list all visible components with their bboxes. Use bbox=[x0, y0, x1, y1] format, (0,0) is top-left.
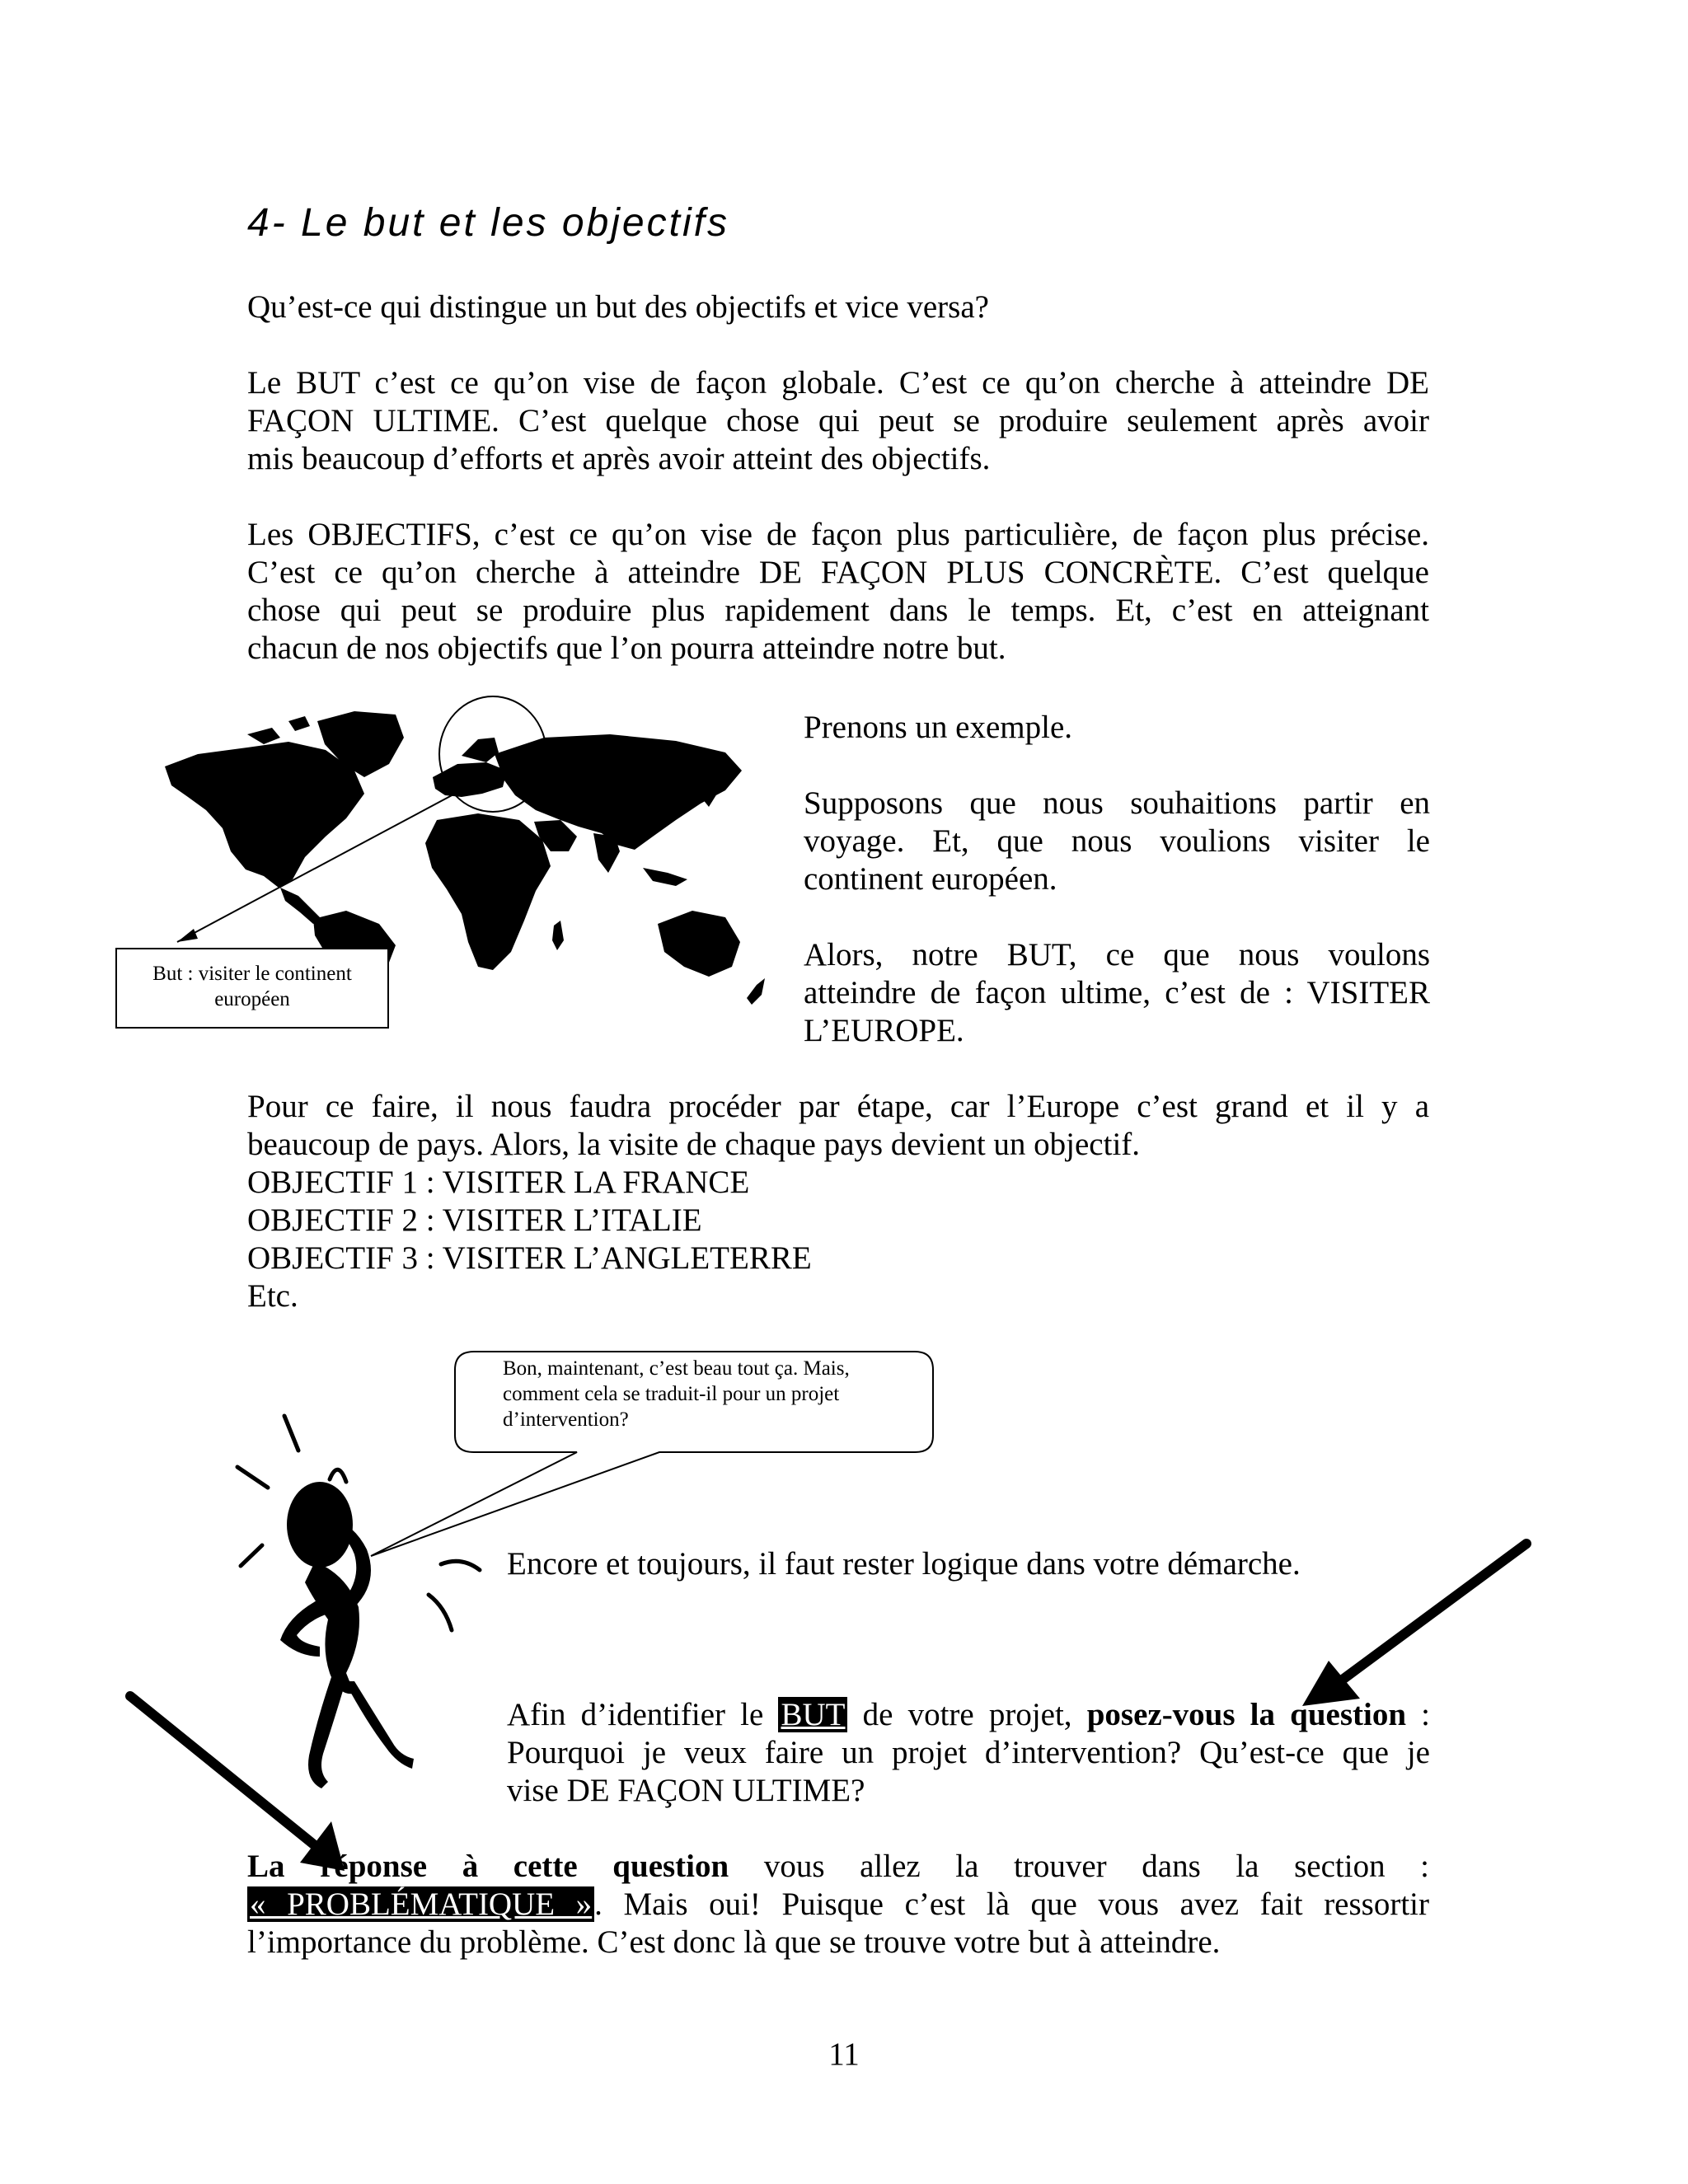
objective-item: OBJECTIF 3 : VISITER L’ANGLETERRE bbox=[247, 1240, 812, 1276]
objective-item: Etc. bbox=[247, 1278, 298, 1314]
page-number: 11 bbox=[828, 2036, 860, 2072]
objective-item: OBJECTIF 1 : VISITER LA FRANCE bbox=[247, 1165, 750, 1200]
example-intro: Prenons un exemple. bbox=[804, 710, 1073, 745]
intro-question: Qu’est-ce qui distingue un but des objectifs et vice versa? bbox=[247, 289, 989, 325]
steps-paragraph: Pour ce faire, il nous faudra procéder par étape, car l’Europe c’est grand et il y a beaucoup de pays. Alors, la visite de chaque pays devient un objectif. bbox=[247, 1089, 1429, 1162]
problematique-highlight: « PROBLÉMATIQUE » bbox=[247, 1886, 594, 1922]
map-africa bbox=[425, 813, 551, 970]
map-scandinavia bbox=[462, 738, 499, 762]
arrow-right-pointer bbox=[1286, 1537, 1533, 1710]
map-arctic-islands bbox=[247, 716, 310, 744]
objectives-list bbox=[247, 1164, 1429, 1315]
map-new-zealand bbox=[747, 978, 765, 1005]
map-australia bbox=[658, 911, 740, 977]
objective-item: OBJECTIF 2 : VISITER L’ITALIE bbox=[247, 1202, 702, 1238]
but-paragraph: Le BUT c’est ce qu’on vise de façon globale. C’est ce qu’on cherche à atteindre DE FAÇON ULTIME. C’est quelque chose qui peut se produire seulement après avoir mis beaucoup d’efforts et après avoir atteint des objectifs. bbox=[247, 365, 1429, 476]
speech-bubble-text: Bon, maintenant, c’est beau tout ça. Mais, comment cela se traduit-il pour un projet d’intervention? bbox=[503, 1357, 850, 1431]
answer-paragraph: La réponse à cette question vous allez la trouver dans la section : « PROBLÉMATIQUE ». Mais oui! Puisque c’est là que vous avez fait ressortir l’importance du problème. C’est donc là que se trouve votre but à atteindre. bbox=[247, 1849, 1430, 1960]
map-north-america bbox=[165, 742, 364, 888]
logic-sentence: Encore et toujours, il faut rester logique dans votre démarche. bbox=[507, 1546, 1301, 1582]
identify-paragraph: Afin d’identifier le BUT de votre projet, posez-vous la question : Pourquoi je veux faire un projet d’intervention? Qu’est-ce que je vise DE FAÇON ULTIME? bbox=[507, 1697, 1431, 1808]
objectifs-paragraph: Les OBJECTIFS, c’est ce qu’on vise de façon plus particulière, de façon plus précise. C’est ce qu’on cherche à atteindre DE FAÇON PLUS CONCRÈTE. C’est quelque chose qui peut se produire plus rapidement dans le temps. Et, c’est en atteignant chacun de nos objectifs que l’on pourra atteindre notre but. bbox=[247, 517, 1429, 666]
map-pointer-arrowhead bbox=[177, 929, 198, 942]
map-madagascar bbox=[552, 921, 564, 950]
example-suppose: Supposons que nous souhaitions partir en voyage. Et, que nous voulions visiter le continent européen. bbox=[804, 785, 1430, 897]
example-goal: Alors, notre BUT, ce que nous voulons atteindre de façon ultime, c’est de : VISITER L’EUROPE. bbox=[804, 937, 1430, 1048]
map-goal-label: But : visiter le continent européen bbox=[115, 948, 389, 1029]
section-heading: 4- Le but et les objectifs bbox=[247, 201, 729, 245]
map-indonesia bbox=[643, 868, 687, 886]
but-highlight: BUT bbox=[778, 1697, 847, 1732]
